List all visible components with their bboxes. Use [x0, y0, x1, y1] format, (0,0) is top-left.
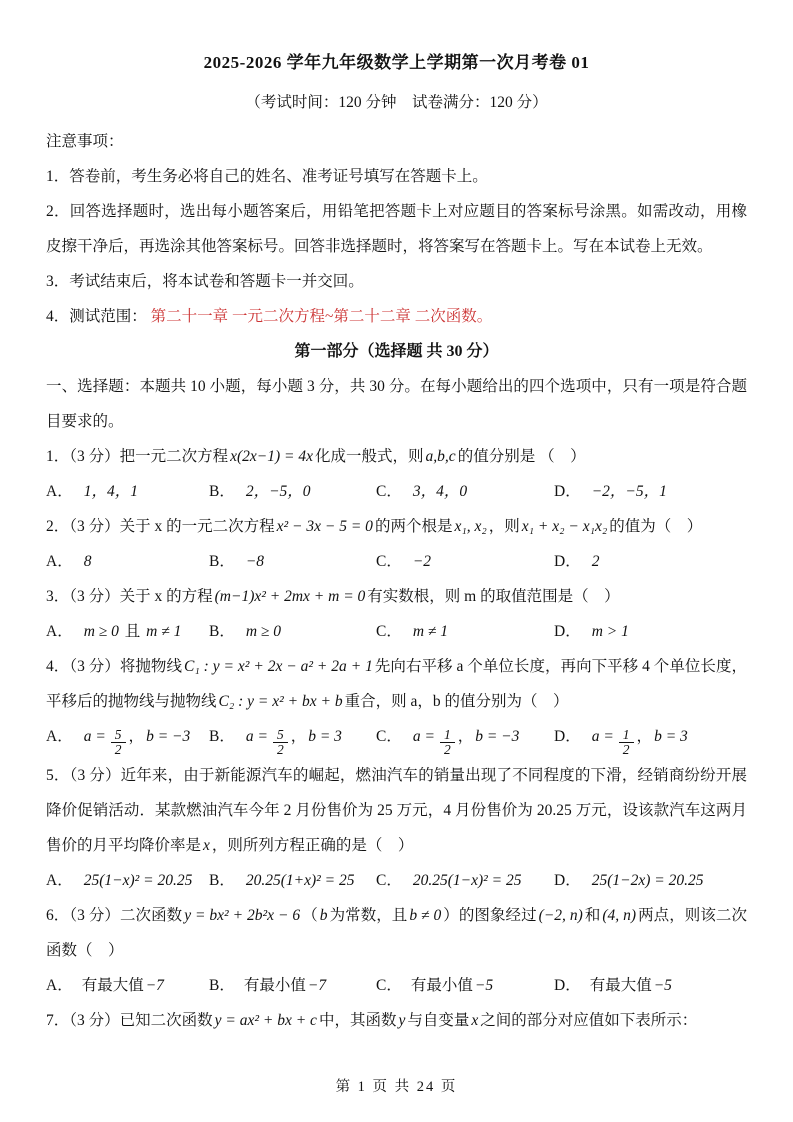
question-1 [46, 439, 747, 509]
math-expression: 25(1−2x) = 20.25 [591, 871, 704, 889]
option-D [554, 719, 747, 758]
options-row [46, 474, 747, 509]
text-run: （ [302, 906, 318, 924]
text-run: 之间的部分对应值如下表所示： [480, 1011, 698, 1029]
question-2 [46, 509, 747, 579]
math-expression: −5 [474, 976, 494, 994]
text-run: 为常数，且 [329, 906, 408, 924]
fraction-numerator: 1 [622, 726, 630, 742]
option-A [46, 474, 209, 509]
fraction-numerator: 5 [276, 726, 284, 742]
option-label: C． [376, 976, 402, 994]
math-expression: 2，−5，0 [245, 483, 311, 500]
page-footer: 第 1 页 共 24 页 [335, 1079, 458, 1095]
option-label: B． [209, 976, 235, 994]
math-expression: x [203, 836, 210, 854]
option-label: D． [554, 976, 581, 994]
option-label: B． [209, 728, 235, 745]
math-expression: 20.25(1−x)² = 25 [412, 871, 522, 889]
option-C [376, 474, 554, 509]
math-expression: b = −3 [475, 728, 520, 745]
notices-heading: 注意事项： [46, 133, 124, 150]
math-expression: a = [591, 728, 614, 745]
text-run: 的值分别是 （ ） [457, 448, 586, 465]
option-B [209, 474, 376, 509]
options-row [46, 614, 747, 649]
fraction-denominator: 2 [619, 742, 634, 758]
notices [46, 124, 747, 334]
question-4 [46, 649, 747, 758]
option-label: A． [46, 871, 73, 889]
option-label: C． [376, 728, 402, 745]
math-expression: C₁ : y = x² + 2x − a² + 2a + 1 [184, 658, 373, 675]
option-label: C． [376, 553, 402, 570]
option-A [46, 863, 209, 898]
text-run: 有实数根，则 m 的取值范围是（ ） [367, 588, 620, 605]
fraction [440, 728, 455, 758]
option-label: C． [376, 623, 402, 640]
math-expression: m ≠ 1 [146, 623, 182, 640]
question-stem [46, 439, 747, 474]
text-run: 7．（3 分）已知二次函数 [46, 1011, 213, 1029]
option-label: A． [46, 976, 73, 994]
math-expression: (−2, n) [538, 906, 583, 924]
question-6 [46, 898, 747, 1003]
text-run: ， [290, 728, 307, 745]
math-expression: x₁ + x₂ − x₁x₂ [521, 518, 608, 535]
option-D [554, 968, 747, 1003]
math-expression: a = [412, 728, 435, 745]
question-stem [46, 579, 747, 614]
text-run: 6．（3 分）二次函数 [46, 906, 183, 924]
text-run: 2．（3 分）关于 x 的一元二次方程 [46, 518, 275, 535]
math-expression: m > 1 [591, 623, 629, 640]
math-expression: y [398, 1011, 406, 1029]
option-A [46, 544, 209, 579]
option-label: B． [209, 623, 235, 640]
notice-item-4 [46, 299, 747, 334]
option-label: A． [46, 553, 73, 570]
math-expression: 2 [591, 553, 600, 570]
question-7 [46, 1003, 747, 1038]
option-label: D． [554, 728, 581, 745]
option-C [376, 544, 554, 579]
math-expression: −2，−5，1 [591, 483, 667, 500]
text-run: 与自变量 [407, 1011, 470, 1029]
text-run: 两点，则该二次函数（ ） [46, 906, 747, 959]
math-expression: a,b,c [425, 448, 456, 465]
option-label: D． [554, 623, 581, 640]
option-C [376, 719, 554, 758]
option-label: A． [46, 483, 73, 500]
math-expression: 25(1−x)² = 20.25 [83, 871, 193, 889]
math-expression: m ≥ 0 [245, 623, 282, 640]
math-expression: −5 [653, 976, 672, 994]
math-expression: x(2x−1) = 4x [230, 448, 314, 465]
math-expression: b = 3 [308, 728, 342, 745]
text-run: 有最大值 [589, 976, 652, 994]
option-D [554, 474, 747, 509]
math-expression: b = 3 [654, 728, 688, 745]
text-run: ，则 [488, 518, 520, 535]
math-expression: 3，4，0 [412, 483, 468, 500]
math-expression: b = −3 [146, 728, 191, 745]
exam-title: 2025-2026 学年九年级数学上学期第一次月考卷 01 [203, 53, 590, 72]
text-run: ， [457, 728, 474, 745]
question-3 [46, 579, 747, 649]
fraction-denominator: 2 [273, 742, 288, 758]
option-D [554, 863, 747, 898]
question-stem [46, 1003, 747, 1038]
option-C [376, 968, 554, 1003]
option-label: B． [209, 483, 235, 500]
fraction [111, 728, 126, 758]
option-A [46, 614, 209, 649]
math-expression: b [319, 906, 328, 924]
option-A [46, 968, 209, 1003]
text-run: 4．（3 分）将抛物线 [46, 658, 183, 675]
math-expression: −7 [145, 976, 164, 994]
option-B [209, 544, 376, 579]
option-label: B． [209, 553, 235, 570]
math-expression: y = bx² + 2b²x − 6 [184, 906, 301, 924]
section-one-intro: 一、选择题：本题共 10 小题，每小题 3 分，共 30 分。在每小题给出的四个选项中，只有一项是符合题目要求的。 [46, 378, 747, 430]
math-expression: (m−1)x² + 2mx + m = 0 [214, 588, 366, 605]
math-expression: (4, n) [602, 906, 637, 924]
text-run: 1．（3 分）把一元二次方程 [46, 448, 229, 465]
option-C [376, 863, 554, 898]
exam-subtitle: （考试时间：120 分钟 试卷满分：120 分） [245, 94, 548, 111]
fraction [619, 728, 634, 758]
text-run: 先向右平移 a 个单位长度，再向下平移 4 个单位长度，平移后的抛物线与抛物线 [46, 658, 747, 710]
math-expression: 8 [83, 553, 92, 570]
option-label: C． [376, 483, 402, 500]
math-expression: a = [83, 728, 106, 745]
option-label: A． [46, 623, 73, 640]
text-run: 重合，则 a，b 的值分别为（ ） [344, 693, 569, 710]
text-run: 的两个根是 [374, 518, 453, 535]
fraction-denominator: 2 [440, 742, 455, 758]
text-run: 有最小值 [410, 976, 473, 994]
option-B [209, 863, 376, 898]
notice-item-3: 3．考试结束后，将本试卷和答题卡一并交回。 [46, 273, 364, 290]
text-run: 且 [120, 623, 145, 640]
option-B [209, 719, 376, 758]
notice-item-2: 2．回答选择题时，选出每小题答案后，用铅笔把答题卡上对应题目的答案标号涂黑。如需改动，用橡皮擦干净后，再选涂其他答案标号。回答非选择题时，将答案写在答题卡上。写在本试卷上无效。 [46, 203, 747, 255]
math-expression: m ≠ 1 [412, 623, 449, 640]
fraction-denominator: 2 [111, 742, 126, 758]
option-B [209, 614, 376, 649]
text-run: 化成一般式，则 [315, 448, 424, 465]
options-row [46, 544, 747, 579]
option-label: D． [554, 483, 581, 500]
notice-item-1: 1．答卷前，考生务必将自己的姓名、准考证号填写在答题卡上。 [46, 168, 488, 185]
math-expression: x₁, x₂ [454, 518, 487, 535]
math-expression: −8 [245, 553, 265, 570]
math-expression: 20.25(1+x)² = 25 [245, 871, 355, 889]
math-expression: y = ax² + bx + c [214, 1011, 317, 1029]
options-row [46, 719, 747, 758]
math-expression: a = [245, 728, 268, 745]
options-row [46, 968, 747, 1003]
text-run: ）的图象经过 [443, 906, 537, 924]
question-stem [46, 758, 747, 863]
notice-item-4-test-scope: 第二十一章 一元二次方程~第二十二章 二次函数。 [150, 308, 493, 325]
text-run: ， [128, 728, 145, 745]
option-C [376, 614, 554, 649]
question-stem [46, 649, 747, 719]
option-B [209, 968, 376, 1003]
math-expression: C₂ : y = x² + bx + b [218, 693, 343, 710]
option-D [554, 544, 747, 579]
math-expression: x [471, 1011, 479, 1029]
question-stem [46, 509, 747, 544]
question-5 [46, 758, 747, 898]
option-label: A． [46, 728, 73, 745]
option-label: D． [554, 553, 581, 570]
text-run: 3．（3 分）关于 x 的方程 [46, 588, 213, 605]
questions-list [46, 439, 747, 1038]
math-expression: −2 [412, 553, 432, 570]
text-run: ， [636, 728, 653, 745]
option-label: D． [554, 871, 581, 889]
option-label: C． [376, 871, 402, 889]
fraction [273, 728, 288, 758]
options-row [46, 863, 747, 898]
text-run: 的值为（ ） [609, 518, 703, 535]
math-expression: 1，4，1 [83, 483, 138, 500]
option-label: B． [209, 871, 235, 889]
notice-item-4-prefix: 4．测试范围： [46, 308, 147, 325]
fraction-numerator: 1 [443, 726, 451, 742]
option-A [46, 719, 209, 758]
text-run: 中，其函数 [318, 1011, 397, 1029]
text-run: 有最小值 [243, 976, 306, 994]
math-expression: x² − 3x − 5 = 0 [276, 518, 373, 535]
question-stem [46, 898, 747, 968]
section-one-heading: 第一部分（选择题 共 30 分） [294, 343, 499, 360]
text-run: 5．（3 分）近年来，由于新能源汽车的崛起，燃油汽车的销量出现了不同程度的下滑，经销商纷纷开展降价促销活动．某款燃油汽车今年 2 月份售价为 25 万元，4 月份售价为 20.25 万元，设该款汽车这两月售价的月平均降价率是 [46, 766, 747, 854]
text-run: 有最大值 [81, 976, 144, 994]
fraction-numerator: 5 [114, 726, 122, 742]
math-expression: −7 [307, 976, 327, 994]
math-expression: m ≥ 0 [83, 623, 119, 640]
option-D [554, 614, 747, 649]
text-run: ，则所列方程正确的是（ ） [211, 836, 414, 854]
math-expression: b ≠ 0 [409, 906, 442, 924]
text-run: 和 [584, 906, 601, 924]
